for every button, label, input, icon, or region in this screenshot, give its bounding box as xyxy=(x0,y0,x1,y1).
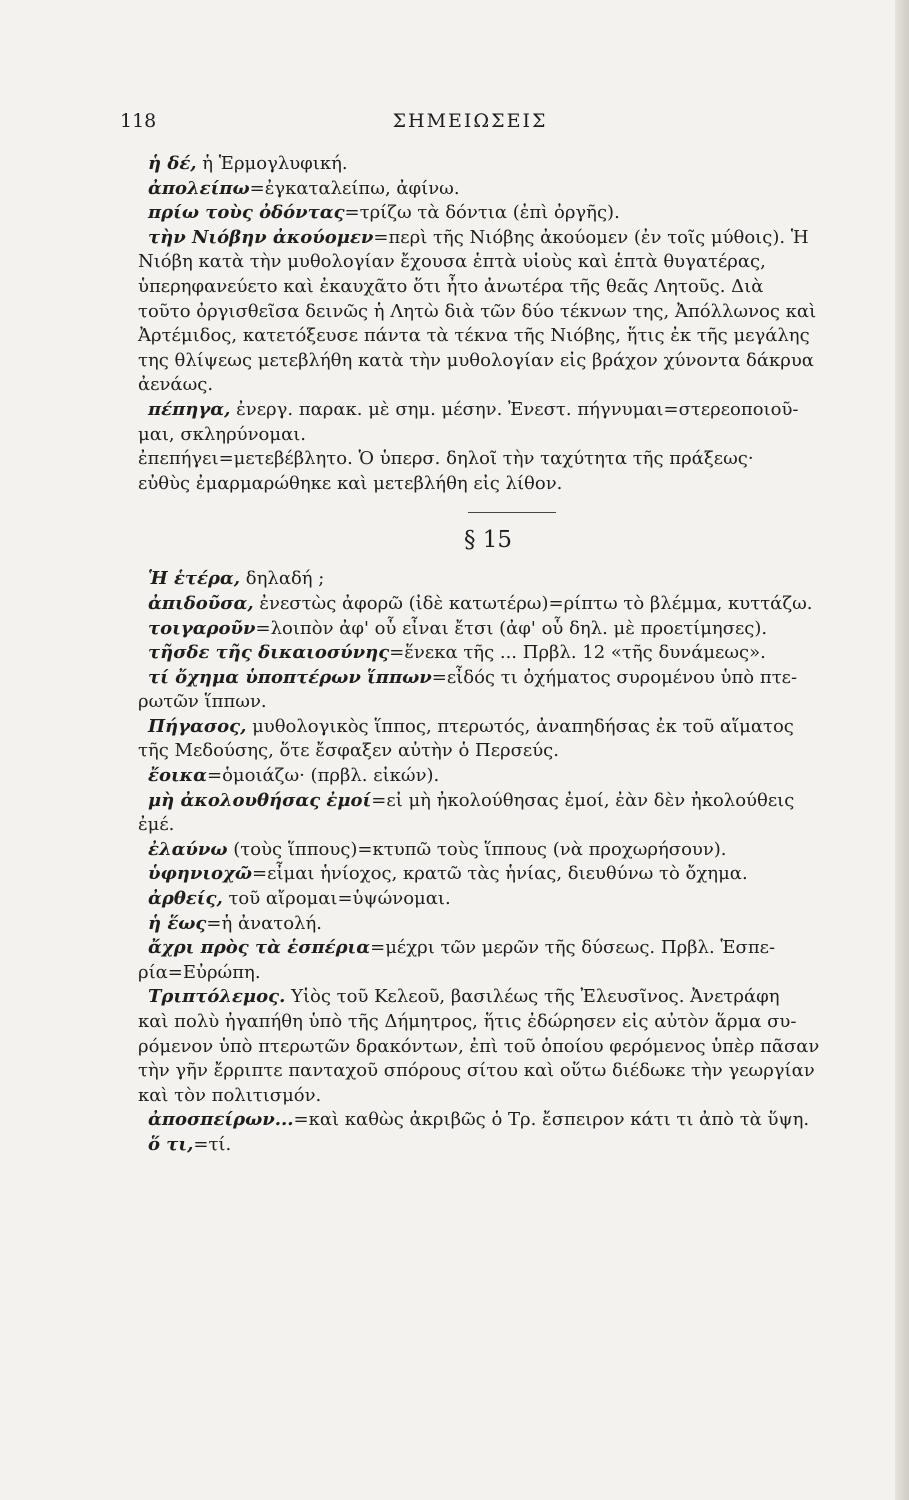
note-text: =καὶ καθὼς ἀκριβῶς ὁ Τρ. ἔσπειρον κάτι τι ἀπὸ τὰ ὕψη. xyxy=(293,1109,810,1131)
note-line xyxy=(138,641,838,666)
note-lemma: μὴ ἀκολουθήσας ἐμοί xyxy=(148,789,372,811)
note-text: μαι, σκληρύνομαι. xyxy=(138,423,307,445)
note-line xyxy=(138,838,838,863)
note-lemma: ἀποσπείρων... xyxy=(148,1109,294,1131)
note-text: ἐνεστὼς ἀφορῶ (ἰδὲ κατωτέρω)=ρίπτω τὸ βλέμμα, κυττάζω. xyxy=(253,592,813,614)
note-line xyxy=(138,226,838,251)
notes-block-2 xyxy=(138,567,838,1157)
notes-block-1 xyxy=(138,152,838,496)
note-lemma: ἐλαύνω xyxy=(148,838,228,860)
note-text: =τρίζω τὰ δόντια (ἐπὶ ὀργῆς). xyxy=(344,202,620,224)
note-lemma: πέπηγα, xyxy=(148,398,231,420)
note-text: =περὶ τῆς Νιόβης ἀκούομεν (ἐν τοῖς μύθοις). Ἡ xyxy=(373,226,809,248)
note-line xyxy=(138,201,838,226)
note-lemma: τὴν Νιόβην ἀκούομεν xyxy=(148,226,374,248)
note-text: καὶ τὸν πολιτισμόν. xyxy=(138,1084,322,1106)
note-text: τῆς Μεδούσης, ὅτε ἔσφαξεν αὐτὴν ὁ Περσεύς. xyxy=(138,740,559,762)
note-line xyxy=(138,1108,838,1133)
note-line xyxy=(138,275,838,300)
note-lemma: ὅ τι, xyxy=(148,1133,194,1155)
note-line xyxy=(138,177,838,202)
note-lemma: Τριπτόλεμος. xyxy=(148,986,286,1008)
note-line xyxy=(138,398,838,423)
note-line xyxy=(138,592,838,617)
note-line xyxy=(138,324,838,349)
note-text: =λοιπὸν ἀφ' οὗ εἶναι ἔτσι (ἀφ' οὗ δηλ. μὲ προετίμησες). xyxy=(255,617,768,639)
note-text: της θλίψεως μετεβλήθη κατὰ τὴν μυθολογίαν εἰς βράχον χύνοντα δάκρυα xyxy=(138,349,814,371)
note-line xyxy=(138,715,838,740)
note-lemma: ἀπολείπω xyxy=(148,177,250,199)
note-line xyxy=(138,472,838,497)
note-line xyxy=(138,813,838,838)
note-text: =ἐγκαταλείπω, ἀφίνω. xyxy=(249,177,460,199)
note-text: Νιόβη κατὰ τὴν μυθολογίαν ἔχουσα ἑπτὰ υἱοὺς καὶ ἑπτὰ θυγατέρας, xyxy=(138,251,766,273)
note-line xyxy=(138,423,838,448)
note-text: ἡ Ἑρμογλυφική. xyxy=(196,153,348,174)
note-line xyxy=(138,690,838,715)
note-line xyxy=(138,1133,838,1158)
note-line xyxy=(138,1035,838,1060)
note-line xyxy=(138,764,838,789)
note-line xyxy=(138,985,838,1010)
note-text: =εἶδός τι ὀχήματος συρομένου ὑπὸ πτε- xyxy=(431,666,798,688)
note-lemma: Πήγασος, xyxy=(148,715,247,737)
note-lemma: ἀπιδοῦσα, xyxy=(148,592,254,614)
note-lemma: Ἡ ἑτέρα, xyxy=(148,568,241,590)
note-lemma: ἡ ἕως xyxy=(148,912,207,934)
note-line xyxy=(138,1084,838,1109)
note-text: =ἡ ἀνατολή. xyxy=(206,912,322,934)
note-text: εὐθὺς ἐμαρμαρώθηκε καὶ μετεβλήθη εἰς λίθον. xyxy=(138,472,563,494)
note-text: Ἀρτέμιδος, κατετόξευσε πάντα τὰ τέκνα τῆς Νιόβης, ἥτις ἐκ τῆς μεγάλης xyxy=(138,325,810,347)
notes-body xyxy=(138,152,838,1158)
note-text: Υἱὸς τοῦ Κελεοῦ, βασιλέως τῆς Ἐλευσῖνος. Ἀνετράφη xyxy=(285,986,780,1008)
note-text: ἐπεπήγει=μετεβέβλητο. Ὁ ὑπερσ. δηλοῖ τὴν ταχύτητα τῆς πράξεως· xyxy=(138,448,754,470)
note-lemma: πρίω τοὺς ὀδόντας xyxy=(148,202,345,224)
note-lemma: ἔοικα xyxy=(148,765,208,787)
note-line xyxy=(138,961,838,986)
note-text: ρία=Εὐρώπη. xyxy=(138,961,261,983)
note-text: =εἰ μὴ ἠκολούθησας ἐμοί, ἐὰν δὲν ἠκολούθεις xyxy=(371,789,795,811)
note-line xyxy=(138,617,838,642)
note-lemma: ἀρθείς, xyxy=(148,888,223,910)
note-text: =μέχρι τῶν μερῶν τῆς δύσεως. Πρβλ. Ἑσπε- xyxy=(370,937,776,959)
section-heading: § 15 xyxy=(463,527,513,554)
note-line xyxy=(138,1059,838,1084)
note-text: =εἶμαι ἡνίοχος, κρατῶ τὰς ἡνίας, διευθύνω τὸ ὄχημα. xyxy=(252,863,748,885)
note-text: =ὁμοιάζω· (πρβλ. εἰκών). xyxy=(207,765,440,787)
note-text: τὴν γῆν ἔρριπτε πανταχοῦ σπόρους σίτου καὶ οὕτω διέδωκε τὴν γεωργίαν xyxy=(138,1060,815,1082)
note-text: δηλαδή ; xyxy=(240,568,325,590)
note-line xyxy=(138,567,838,592)
note-lemma: τί ὄχημα ὑποπτέρων ἵππων xyxy=(148,666,432,688)
page-number: 118 xyxy=(120,110,157,132)
note-text: μυθολογικὸς ἵππος, πτερωτός, ἀναπηδήσας ἐκ τοῦ αἵματος xyxy=(246,715,794,737)
note-line xyxy=(138,1010,838,1035)
note-text: ὑπερηφανεύετο καὶ ἐκαυχᾶτο ὅτι ἦτο ἀνωτέρα τῆς θεᾶς Λητοῦς. Διὰ xyxy=(138,275,764,297)
note-line xyxy=(138,887,838,912)
running-title: ΣΗΜΕΙΩΣΕΙΣ xyxy=(392,110,548,132)
note-lemma: ὑφηνιοχῶ xyxy=(148,863,253,885)
note-lemma: τοιγαροῦν xyxy=(148,617,256,639)
page-edge xyxy=(895,0,909,1500)
note-line xyxy=(138,936,838,961)
note-line xyxy=(138,447,838,472)
note-lemma: ἡ δέ, xyxy=(148,153,197,174)
note-line xyxy=(138,373,838,398)
note-text: καὶ πολὺ ἠγαπήθη ὑπὸ τῆς Δήμητρος, ἥτις ἐδώρησεν εἰς αὐτὸν ἅρμα συ- xyxy=(138,1011,797,1032)
note-text: ἀενάως. xyxy=(138,374,214,396)
note-text: ἐνεργ. παρακ. μὲ σημ. μέσην. Ἐνεστ. πήγνυμαι=στερεοποιοῦ- xyxy=(230,398,799,420)
note-line xyxy=(138,152,838,177)
note-line xyxy=(138,250,838,275)
note-lemma: ἄχρι πρὸς τὰ ἑσπέρια xyxy=(148,937,371,959)
note-text: ἐμέ. xyxy=(138,814,175,836)
note-line xyxy=(138,349,838,374)
note-text: (τοὺς ἵππους)=κτυπῶ τοὺς ἵππους (νὰ προχωρήσουν). xyxy=(227,838,727,860)
note-lemma: τῆσδε τῆς δικαιοσύνης xyxy=(148,642,390,664)
note-text: τοῦτο ὀργισθεῖσα δεινῶς ἡ Λητὼ διὰ τῶν δύο τέκνων της, Ἀπόλλωνος καὶ xyxy=(138,300,817,322)
note-text: =ἕνεκα τῆς ... Πρβλ. 12 «τῆς δυνάμεως». xyxy=(389,642,766,664)
note-text: ρωτῶν ἵππων. xyxy=(138,691,267,713)
note-text: =τί. xyxy=(193,1133,232,1155)
note-text: ρόμενον ὑπὸ πτερωτῶν δρακόντων, ἐπὶ τοῦ ὁποίου φερόμενος ὑπὲρ πᾶσαν xyxy=(138,1035,820,1057)
note-line xyxy=(138,862,838,887)
note-line xyxy=(138,300,838,325)
note-line xyxy=(138,789,838,814)
note-text: τοῦ αἴρομαι=ὑψώνομαι. xyxy=(222,888,451,910)
note-line xyxy=(138,912,838,937)
note-line xyxy=(138,739,838,764)
section-divider xyxy=(468,512,556,513)
page-header xyxy=(120,110,820,140)
note-line xyxy=(138,666,838,691)
